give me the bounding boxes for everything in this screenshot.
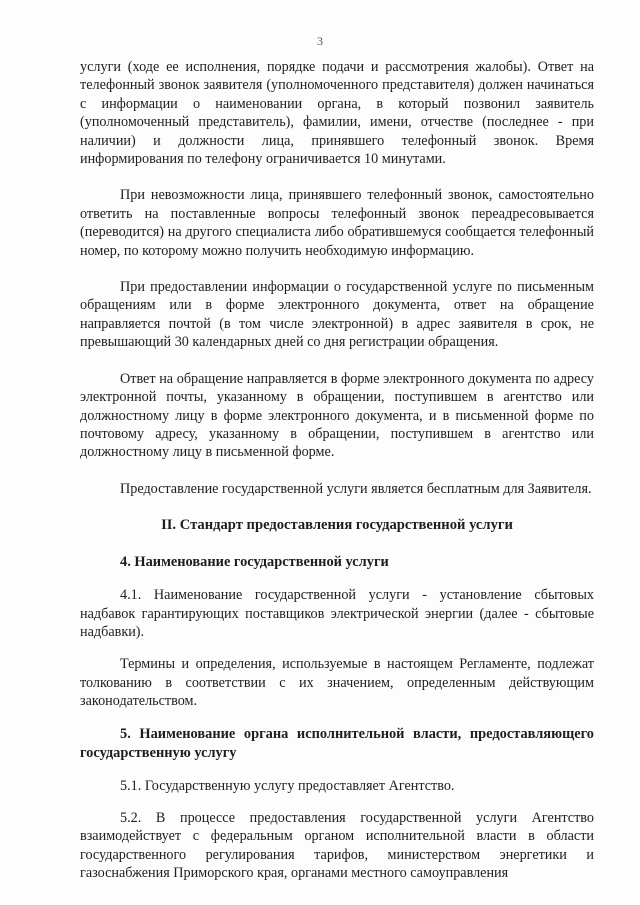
paragraph-electronic-response: Ответ на обращение направляется в форме электронного документа по адресу электронной почты, указанному в обращении, поступившем в агентство или должностному лицу в форме электронного документа, и в письменной форме по почтовому адресу, указанному в обращении, поступившем в агентство или должностному лицу в письменной форме. xyxy=(80,370,594,461)
paragraph-5-2: 5.2. В процессе предоставления государственной услуги Агентство взаимодействует с федеральным органом исполнительной власти в области государственного регулирования тарифов, министерством энергетики и газоснабжения Приморского края, органами местного самоуправления xyxy=(80,809,594,882)
paragraph-terms: Термины и определения, используемые в настоящем Регламенте, подлежат толкованию в соответствии с их значением, определенным действующим законодательством. xyxy=(80,656,594,710)
paragraph-free-of-charge: Предоставление государственной услуги является бесплатным для Заявителя. xyxy=(120,480,592,497)
paragraph-5-1: 5.1. Государственную услугу предоставляет Агентство. xyxy=(120,777,455,794)
heading-authority: 5. Наименование органа исполнительной власти, предоставляющего государственную услугу xyxy=(80,725,594,761)
paragraph-call-redirect: При невозможности лица, принявшего телефонный звонок, самостоятельно ответить на поставленные вопросы телефонный звонок переадресовывается (переводится) на другого специалиста либо обратившемуся сообщается телефонный номер, по которому можно получить необходимую информацию. xyxy=(80,187,594,259)
page-number: 3 xyxy=(317,34,323,48)
paragraph-4-1: 4.1. Наименование государственной услуги - установление сбытовых надбавок гарантирующих поставщиков электрической энергии (далее - сбытовые надбавки). xyxy=(80,587,594,640)
paragraph-consultation-continued: услуги (ходе ее исполнения, порядке подачи и рассмотрения жалобы). Ответ на телефонный звонок заявителя (уполномоченного представителя) должен начинаться с информации о наименовании органа, в который позвонил заявитель (уполномоченный представитель), фамилии, имени, отчестве (последнее - при наличии) и должности лица, принявшего телефонный звонок. Время информирования по телефону ограничивается 10 минутами. xyxy=(80,59,594,168)
paragraph-written-requests: При предоставлении информации о государственной услуге по письменным обращениям или в форме электронного документа, ответ на обращение направляется почтой (в том числе электронной) в адрес заявителя в срок, не превышающий 30 календарных дней со дня регистрации обращения. xyxy=(80,279,594,351)
heading-service-name: 4. Наименование государственной услуги xyxy=(120,554,389,571)
document-body xyxy=(80,58,594,883)
section-title: II. Стандарт предоставления государственной услуги xyxy=(161,517,513,534)
